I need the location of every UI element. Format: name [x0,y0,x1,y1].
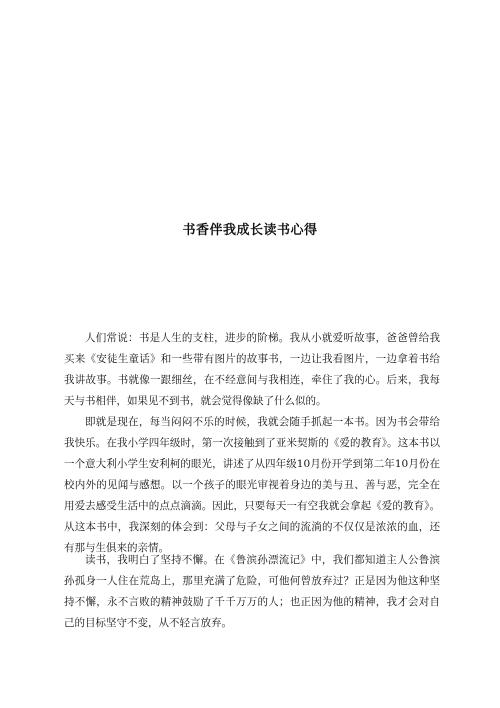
paragraph-2: 即就是现在，每当闷闷不乐的时候，我就会随手抓起一本书。因为书会带给我快乐。在我小学四年级时，第一次接触到了亚米契斯的《爱的教育》。这本书以一个意大利小学生安利柯的眼光，讲述了从四年级10月份开学到第二年10月份在校内外的见闻与感想。以一个孩子的眼光审视着身边的美与丑、善与恶，完全在用爱去感受生活中的点点滴滴。因此，只要每天一有空我就会拿起《爱的教育》。从这本书中，我深刻的体会到：父母与子女之间的流淌的不仅仅是浓浓的血，还有那与生俱来的亲情。 [64,416,440,554]
body-section-2 [64,550,440,634]
document-title: 书香伴我成长读书心得 [182,223,318,238]
paragraph-3: 读书，我明白了坚持不懈。在《鲁滨孙漂流记》中，我们都知道主人公鲁滨孙孤身一人住在荒岛上，那里充满了危险，可他何曾放弃过？正是因为他这种坚持不懈，永不言败的精神鼓励了千千万万的人；也正因为他的精神，我才会对自己的目标坚守不变，从不轻言放弃。 [64,554,440,629]
paragraph-1: 人们常说：书是人生的支柱，进步的阶梯。我从小就爱听故事，爸爸曾给我买来《安徒生童话》和一些带有图片的故事书，一边让我看图片，一边拿着书给我讲故事。书就像一跟细丝，在不经意间与我相连，牵住了我的心。后来，我每天与书相伴，如果见不到书，就会觉得像缺了什么似的。 [64,332,440,407]
body-section-1 [64,328,440,559]
